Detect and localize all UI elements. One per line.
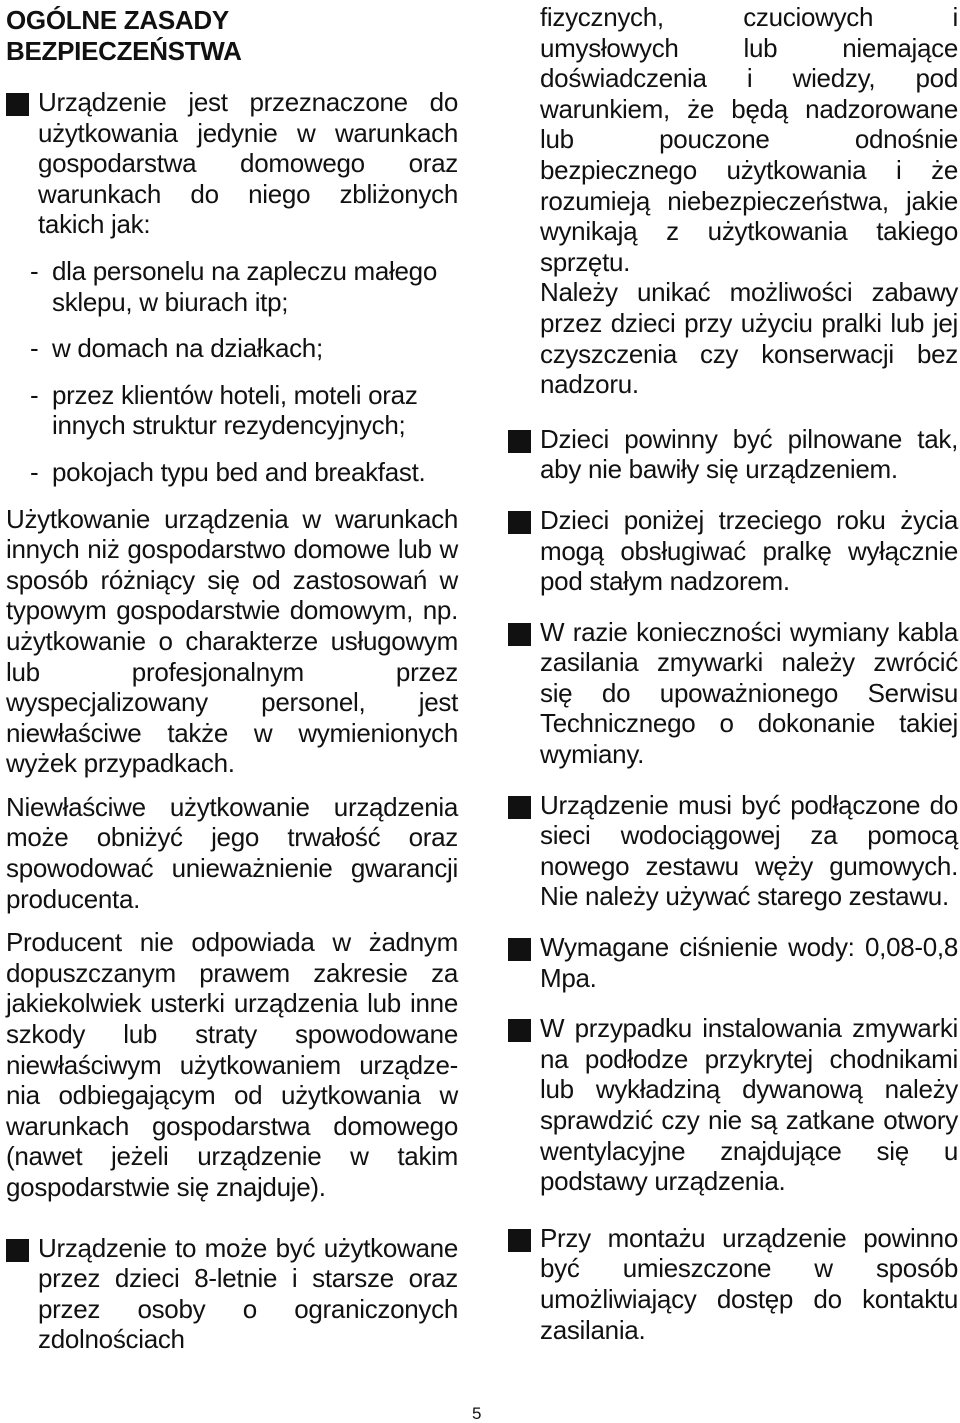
square-bullet-icon [6,1239,29,1262]
bullet-carpet [508,1013,958,1197]
bullet-text: Dzieci powinny być pilnowane tak, aby nie bawiły się urządzeniem. [540,423,958,485]
dash-marker: - [30,333,39,364]
square-bullet-icon [508,623,531,646]
bullet-supervise [508,424,958,485]
section-heading: OGÓLNE ZASADY BEZPIECZEŃSTWA [6,5,242,66]
bullet-children-8 [6,1233,458,1355]
bullet-text: Wymagane ciśnienie wody: 0,08-0,8 Mpa. [540,932,958,993]
dash-item [6,457,458,488]
square-bullet-icon [508,1019,531,1042]
bullet-text: Urządzenie jest przeznaczone do użytkowania jedynie w warunkach gospodarstwa domowego oraz warunkach do niego zbliżonych takich jak: [38,87,458,240]
dash-marker: - [30,456,39,487]
dash-item [6,380,458,441]
paragraph-children-continued: fizycznych, czuciowych i umysłowych lub niemające doświadczenia i wiedzy, pod warunkiem, że będą nadzorowane lub pouczone odnośnie bezpiecznego użytkowania i że rozumieją niebezpieczeństwa, jakie wynikają z użytkowania takiego sprzętu. [540,2,958,277]
bullet-hoses [508,790,958,912]
dash-item [6,333,458,364]
square-bullet-icon [508,796,531,819]
dash-marker: - [30,379,39,410]
square-bullet-icon [508,1229,531,1252]
dash-text: przez klientów hoteli, moteli oraz innych struktur rezydencyjnych; [52,379,418,441]
bullet-text: Urządzenie musi być podłączone do sieci wodociągowej za pomocą nowego zestawu węży gumowych. Nie należy używać starego zestawu. [540,789,958,912]
paragraph-no-play: Należy unikać możliwości zabawy przez dzieci przy użyciu pralki lub jej czyszczenia czy konserwacji bez nadzoru. [540,277,958,400]
square-bullet-icon [508,938,531,961]
square-bullet-icon [508,430,531,453]
dash-item [6,256,458,317]
bullet-text: W przypadku instalowania zmywarki na podłodze przykrytej chodnikami lub wykładziną dywanową należy sprawdzić czy nie są zatkane otwory wentylacyjne znajdujące się u podstawy urządzenia. [540,1013,958,1197]
paragraph-warranty: Niewłaściwe użytkowanie urządzenia może obniżyć jego trwałość oraz spowodować unieważnienie gwarancji producenta. [6,791,458,914]
left-column [6,0,458,1355]
dash-text: w domach na działkach; [52,333,323,364]
bullet-text: Dzieci poniżej trzeciego roku życia mogą obsługiwać pralkę wyłącznie pod stałym nadzorem. [540,504,958,597]
square-bullet-icon [508,511,531,534]
bullet-text: Urządzenie to może być użytkowane przez dzieci 8-letnie i starsze oraz przez osoby o ograniczonych zdolnościach [38,1232,458,1355]
bullet-under-three [508,505,958,597]
bullet-cable [508,617,958,770]
bullet-domestic-use [6,87,458,240]
page-number: 5 [472,1404,482,1423]
paragraph-other-use: Użytkowanie urządzenia w warunkach innych niż gospodarstwo domowe lub w sposób różniący się od zastosowań w typowym gospodarstwie domowym, np. użytkowanie o charakterze usługowym lub profesjonalnym przez wyspecjalizowany personel, jest niewłaściwe także w wymienionych wyżek przypadkach. [6,503,458,779]
square-bullet-icon [6,93,29,116]
dash-text: dla personelu na zapleczu małego sklepu, w biurach itp; [52,255,437,317]
right-column [540,0,958,1345]
dash-text: pokojach typu bed and breakfast. [52,456,426,487]
bullet-pressure [508,932,958,993]
bullet-text: W razie konieczności wymiany kabla zasilania zmywarki należy zwrócić się do upoważnionego Serwisu Technicznego o dokonanie takiej wymiany. [540,616,958,770]
bullet-plug-access [508,1223,958,1345]
dash-marker: - [30,255,39,286]
bullet-text: Przy montażu urządzenie powinno być umieszczone w sposób umożliwiający dostęp do kontaktu zasilania. [540,1222,958,1345]
paragraph-liability: Producent nie odpowiada w żadnym dopuszczanym prawem zakresie za jakiekolwiek usterki urządzenia lub inne szkody lub straty spowodowane niewłaściwym użytkowaniem urządze-nia odbiegającym od użytkowania w warunkach gospodarstwa domowego (nawet jeżeli urządzenie w takim gospodarstwie się znajduje). [6,927,458,1202]
